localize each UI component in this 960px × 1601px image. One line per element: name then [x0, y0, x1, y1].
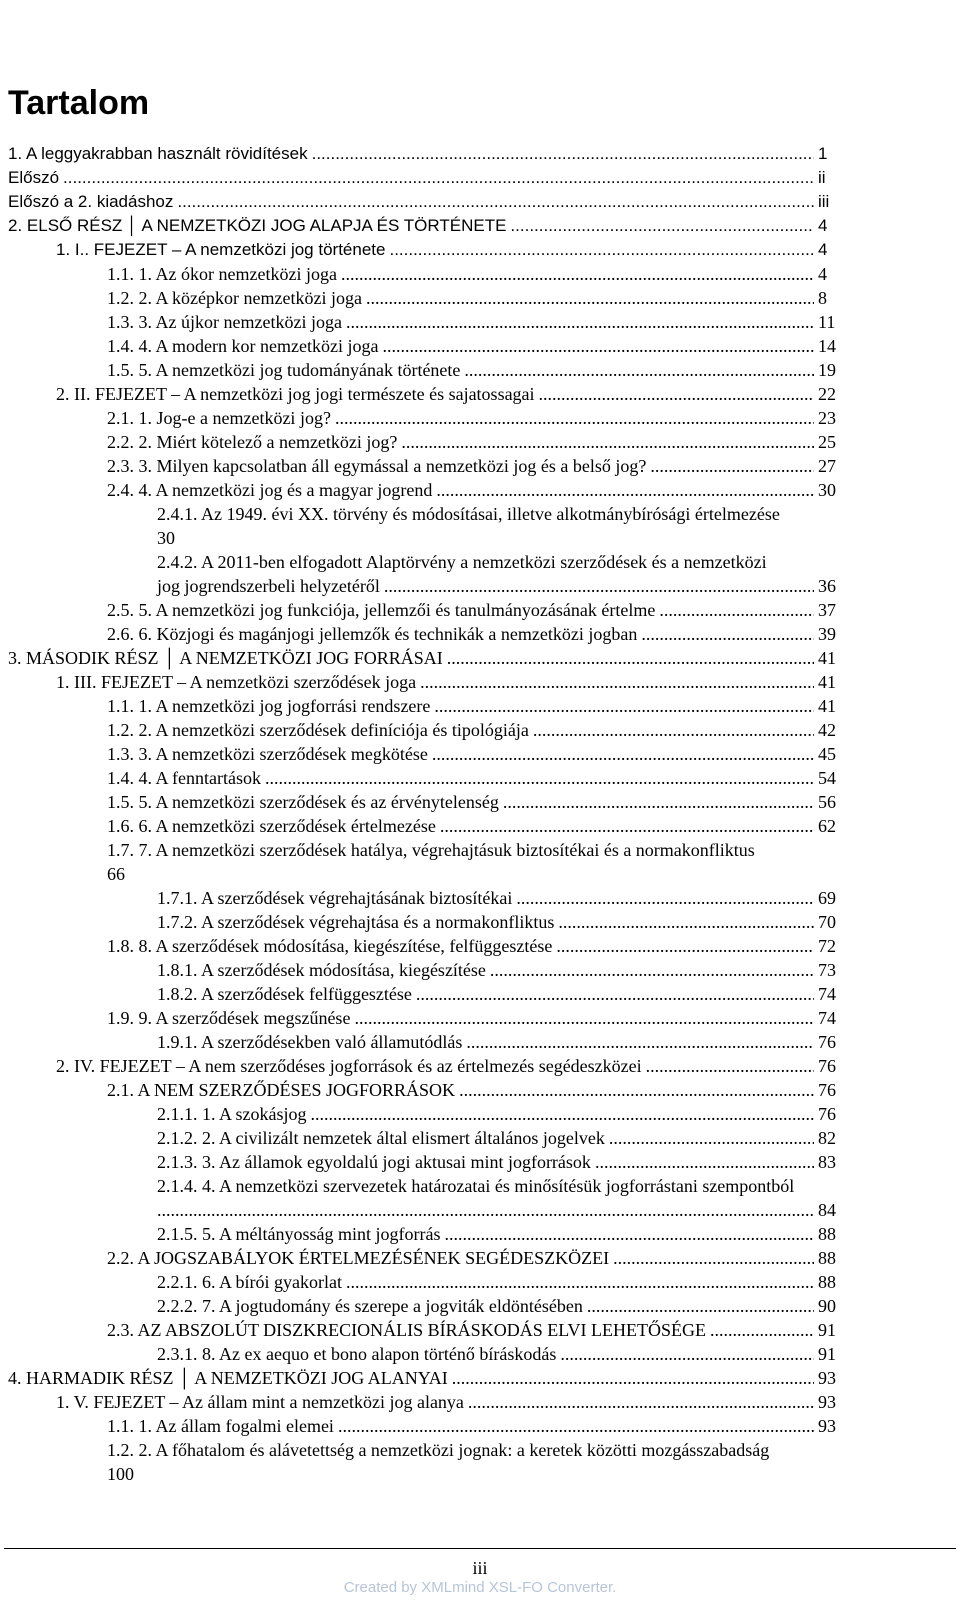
toc-entry-text[interactable]: 2.1.4. 4. A nemzetközi szervezetek határozatai és minősítésük jogforrástani szempontból [157, 1176, 795, 1196]
toc-entry-text: 2.3. AZ ABSZOLÚT DISZKRECIONÁLIS BÍRÁSKODÁS ELVI LEHETŐSÉGE [107, 1320, 707, 1340]
toc-entry-text: 1.9. 9. A szerződések megszűnése [107, 1008, 351, 1028]
toc-entry-text: 1.1. 1. Az ókor nemzetközi joga [107, 264, 337, 284]
toc-entry-text: 1.9.1. A szerződésekben való államutódlás [157, 1032, 463, 1052]
toc-entry[interactable] [8, 646, 846, 670]
toc-entry-text: 2.3.1. 8. Az ex aequo et bono alapon történő bíráskodás [157, 1344, 557, 1364]
toc-entry-page: 8 [818, 288, 827, 308]
toc-entry[interactable] [56, 1390, 846, 1414]
toc-entry-text: 2.1.2. 2. A civilizált nemzetek által elismert általános jogelvek [157, 1128, 605, 1148]
toc-entry-page: 73 [818, 960, 836, 980]
toc-entry-page: 93 [818, 1368, 836, 1388]
toc-entry-text: 2.3. 3. Milyen kapcsolatban áll egymással a nemzetközi jog és a belső jog? [107, 456, 647, 476]
toc-entry-page: 41 [818, 672, 836, 692]
toc-entry[interactable] [107, 406, 846, 430]
toc-entry-text: 1.5. 5. A nemzetközi jog tudományának története [107, 360, 461, 380]
toc-entry-page: 30 [157, 528, 175, 548]
toc-entry-page: 76 [818, 1104, 836, 1124]
toc-entry[interactable] [107, 934, 846, 958]
toc-entry-page: 22 [818, 384, 836, 404]
toc-entry-page: 4 [818, 216, 828, 235]
toc-entry-text: 2.2.2. 7. A jogtudomány és szerepe a jogviták eldöntésében [157, 1296, 583, 1316]
toc-entry-page: 14 [818, 336, 836, 356]
toc-entry-text[interactable]: 1.2. 2. A főhatalom és alávetettség a nemzetközi jognak: a keretek közötti mozgásszabadság [107, 1440, 770, 1460]
toc-entry-text: 2.2. 2. Miért kötelező a nemzetközi jog? [107, 432, 398, 452]
toc-entry[interactable] [107, 694, 846, 718]
toc-entry[interactable] [56, 670, 846, 694]
toc-entry[interactable] [56, 238, 846, 262]
toc-entry-page: 62 [818, 816, 836, 836]
toc-entry-text: 1.6. 6. A nemzetközi szerződések értelmezése [107, 816, 436, 836]
toc-entry[interactable] [107, 478, 846, 502]
toc-entry-text: 1.8. 8. A szerződések módosítása, kiegészítése, felfüggesztése [107, 936, 553, 956]
toc-entry-page: 36 [818, 576, 836, 596]
toc-entry-page: 100 [107, 1464, 134, 1484]
toc-entry-text: 1. A leggyakrabban használt rövidítések [8, 144, 308, 163]
toc-entry-page: 37 [818, 600, 836, 620]
toc-entry-text: 1.2. 2. A nemzetközi szerződések definíciója és tipológiája [107, 720, 529, 740]
toc-entry[interactable] [107, 718, 846, 742]
toc-entry-text: 1.8.2. A szerződések felfüggesztése [157, 984, 412, 1004]
toc-entry[interactable] [157, 1294, 846, 1318]
toc-entry[interactable] [107, 790, 846, 814]
toc-entry-page: 42 [818, 720, 836, 740]
toc-entry-text: 3. MÁSODIK RÉSZ │ A NEMZETKÖZI JOG FORRÁSAI [8, 648, 443, 668]
toc-entry[interactable] [107, 454, 846, 478]
toc-entry-text: 1.7.2. A szerződések végrehajtása és a normakonfliktus [157, 912, 555, 932]
toc-entry-page: 30 [818, 480, 836, 500]
toc-entry-text: 1.4. 4. A fenntartások [107, 768, 261, 788]
toc-entry[interactable] [157, 574, 846, 598]
toc-entry[interactable] [157, 1102, 846, 1126]
toc-entry-page: 23 [818, 408, 836, 428]
toc-entry[interactable] [107, 1414, 846, 1438]
toc-entry-page: 54 [818, 768, 836, 788]
toc-entry[interactable] [8, 1366, 846, 1390]
toc-entry-page: 41 [818, 696, 836, 716]
footer-divider [4, 1548, 956, 1549]
toc-entry-text: 2. IV. FEJEZET – A nem szerződéses jogforrások és az értelmezés segédeszközei [56, 1056, 642, 1076]
toc-entry[interactable] [157, 1126, 846, 1150]
toc-entry-page: iii [818, 192, 830, 211]
toc-entry-page: 90 [818, 1296, 836, 1316]
toc-entry[interactable] [56, 1054, 846, 1078]
toc-entry-text: 1.7.1. A szerződések végrehajtásának biztosítékai [157, 888, 513, 908]
toc-entry-page: 82 [818, 1128, 836, 1148]
toc-entry[interactable] [107, 598, 846, 622]
toc-entry-page: 84 [818, 1200, 836, 1220]
toc-entry-text: 2.5. 5. A nemzetközi jog funkciója, jellemzői és tanulmányozásának értelme [107, 600, 656, 620]
toc-entry-text: 2.2. A JOGSZABÁLYOK ÉRTELMEZÉSÉNEK SEGÉDESZKÖZEI [107, 1248, 610, 1268]
toc-entry-text: 1.3. 3. A nemzetközi szerződések megkötése [107, 744, 428, 764]
toc-entry-page: 27 [818, 456, 836, 476]
toc-entry[interactable] [157, 886, 846, 910]
toc-entry-page: 39 [818, 624, 836, 644]
toc-entry-text: 1. III. FEJEZET – A nemzetközi szerződések joga [56, 672, 417, 692]
toc-entry-text: Előszó [8, 168, 60, 187]
toc-entry-text: Előszó a 2. kiadáshoz [8, 192, 174, 211]
toc-entry-page: 76 [818, 1032, 836, 1052]
toc-entry-page: 11 [818, 312, 836, 332]
toc-entry-text: 1.2. 2. A középkor nemzetközi joga [107, 288, 362, 308]
toc-entry-text: 1.1. 1. Az állam fogalmi elemei [107, 1416, 334, 1436]
toc-entry-text: 1. I.. FEJEZET – A nemzetközi jog története [56, 240, 386, 259]
toc-entry-page: 93 [818, 1392, 836, 1412]
toc-entry[interactable] [157, 1030, 846, 1054]
toc-entry-page: 72 [818, 936, 836, 956]
toc-entry-text[interactable]: 2.4.1. Az 1949. évi XX. törvény és módosításai, illetve alkotmánybírósági értelmezése [157, 504, 780, 524]
toc-entry-page: 88 [818, 1272, 836, 1292]
toc-entry[interactable] [107, 430, 846, 454]
toc-entry-page: 56 [818, 792, 836, 812]
toc-entry[interactable] [107, 814, 846, 838]
toc-entry-page: 88 [818, 1224, 836, 1244]
toc-entry[interactable] [157, 910, 846, 934]
toc-entry[interactable] [157, 1150, 846, 1174]
toc-entry-page: 25 [818, 432, 836, 452]
toc-entry-page: 74 [818, 984, 836, 1004]
toc-entry-page: 91 [818, 1320, 836, 1340]
toc-entry[interactable] [8, 166, 846, 190]
toc-entry-page: 69 [818, 888, 836, 908]
toc-entry-text: 2.1.5. 5. A méltányosság mint jogforrás [157, 1224, 441, 1244]
toc-entry[interactable] [107, 262, 846, 286]
page-number: iii [472, 1558, 488, 1578]
toc-entry[interactable] [107, 766, 846, 790]
toc-entry-page: 4 [818, 264, 827, 284]
toc-entry[interactable] [157, 1222, 846, 1246]
toc-entry-text: 2. ELSŐ RÉSZ │ A NEMZETKÖZI JOG ALAPJA ÉS TÖRTÉNETE [8, 216, 507, 235]
toc-entry-page: 91 [818, 1344, 836, 1364]
toc-entry[interactable] [107, 286, 846, 310]
toc-entry-text: 1.4. 4. A modern kor nemzetközi joga [107, 336, 379, 356]
toc-entry-text: 2.1.1. 1. A szokásjog [157, 1104, 307, 1124]
toc-entry-page: 66 [107, 864, 125, 884]
toc-entry-text: 2.1.3. 3. Az államok egyoldalú jogi aktusai mint jogforrások [157, 1152, 591, 1172]
toc-entry[interactable] [107, 310, 846, 334]
toc-entry-page: 1 [818, 144, 828, 163]
toc-entry-page: 74 [818, 1008, 836, 1028]
toc-entry[interactable] [107, 1006, 846, 1030]
toc-entry-text: 1. V. FEJEZET – Az állam mint a nemzetközi jog alanya [56, 1392, 464, 1412]
toc-entry[interactable] [107, 334, 846, 358]
toc-entry-text: 2.2.1. 6. A bírói gyakorlat [157, 1272, 342, 1292]
toc-entry-text: 4. HARMADIK RÉSZ │ A NEMZETKÖZI JOG ALANYAI [8, 1368, 448, 1388]
toc-entry[interactable] [157, 958, 846, 982]
toc-entry[interactable] [157, 1198, 846, 1222]
toc-entry[interactable] [56, 382, 846, 406]
toc-entry[interactable] [8, 190, 846, 214]
toc-entry-text: 2.1. A NEM SZERZŐDÉSES JOGFORRÁSOK [107, 1080, 456, 1100]
toc-entry-page: 4 [818, 240, 828, 259]
toc-entry[interactable] [8, 142, 846, 166]
toc-entry-page: 45 [818, 744, 836, 764]
toc-entry[interactable] [107, 358, 846, 382]
toc-entry-text: 1.3. 3. Az újkor nemzetközi joga [107, 312, 342, 332]
toc-entry[interactable] [107, 1078, 846, 1102]
toc-entry-page: 88 [818, 1248, 836, 1268]
toc-entry-page: 41 [818, 648, 836, 668]
toc-entry[interactable] [107, 1318, 846, 1342]
toc-entry[interactable] [157, 982, 846, 1006]
toc-entry-text: 1.8.1. A szerződések módosítása, kiegészítése [157, 960, 486, 980]
toc-entry-text: 2.6. 6. Közjogi és magánjogi jellemzők és technikák a nemzetközi jogban [107, 624, 638, 644]
page-title: Tartalom [8, 84, 150, 122]
toc-entry[interactable] [107, 622, 846, 646]
toc-entry-page: 83 [818, 1152, 836, 1172]
toc-entry[interactable] [157, 1342, 846, 1366]
converter-credit: Created by XMLmind XSL-FO Converter. [343, 1579, 617, 1596]
toc-entry-text: 1.1. 1. A nemzetközi jog jogforrási rendszere [107, 696, 431, 716]
toc-entry-page: 93 [818, 1416, 836, 1436]
toc-entry[interactable] [107, 1246, 846, 1270]
toc-entry-text[interactable]: 2.4.2. A 2011-ben elfogadott Alaptörvény a nemzetközi szerződések és a nemzetközi [157, 552, 767, 572]
toc-entry[interactable] [157, 1270, 846, 1294]
toc-entry-page: 70 [818, 912, 836, 932]
toc-entry-page: 19 [818, 360, 836, 380]
toc-entry-text[interactable]: 1.7. 7. A nemzetközi szerződések hatálya, végrehajtásuk biztosítékai és a normakonfliktus [107, 840, 755, 860]
toc-entry[interactable] [107, 742, 846, 766]
toc-entry-page: ii [818, 168, 826, 187]
toc-entry-text: 2.4. 4. A nemzetközi jog és a magyar jogrend [107, 480, 433, 500]
toc-entry-text: 2. II. FEJEZET – A nemzetközi jog jogi természete és sajatossagai [56, 384, 535, 404]
toc-entry-text-continued: jog jogrendszerbeli helyzetéről [157, 576, 380, 596]
toc-entry-page: 76 [818, 1080, 836, 1100]
toc-entry-text: 2.1. 1. Jog-e a nemzetközi jog? [107, 408, 331, 428]
toc-entry-text: 1.5. 5. A nemzetközi szerződések és az érvénytelenség [107, 792, 499, 812]
toc-entry[interactable] [8, 214, 846, 238]
toc-entry-page: 76 [818, 1056, 836, 1076]
